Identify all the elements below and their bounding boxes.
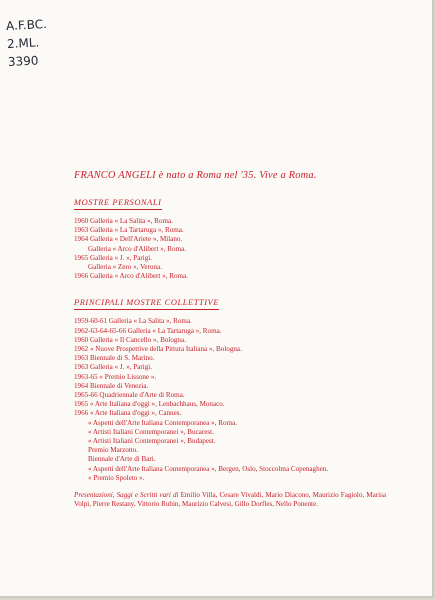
list-item: Premio Marzotto. [88, 446, 139, 455]
handwritten-line-3: 3390 [7, 53, 39, 70]
list-item: 1965 « Arte Italiana d'oggi », Lenbachhaus, Monaco. [74, 400, 225, 409]
list-item: 1960 Galleria « Il Cancello », Bologna. [74, 335, 186, 344]
list-item: 1962 « Nuove Prospettive della Pittura Italiana », Bologna. [74, 345, 242, 354]
list-item: Galleria « Arco d'Alibert », Roma. [88, 244, 187, 253]
biography-text [74, 170, 394, 510]
list-item: « Aspetti dell'Arte Italiana Contemporanea », Bergen, Oslo, Stoccolma Copenaghen. [88, 464, 329, 473]
list-item: 1966 Galleria « Arco d'Alibert », Roma. [74, 272, 188, 281]
list-item: 1966 « Arte Italiana d'oggi », Cannes. [74, 409, 182, 418]
bibliography-lead: Presentazioni, Saggi e Scritti vari di [74, 491, 179, 500]
list-item: 1964 Galleria « Dell'Ariete », Milano. [74, 235, 183, 244]
list-item: 1965-66 Quadriennale d'Arte di Roma. [74, 391, 185, 400]
list-item: 1963 Galleria « La Tartaruga », Roma. [74, 226, 184, 235]
personal-exhibitions-list [74, 217, 394, 281]
bibliography-names: Emilio Villa, Cesare Vivaldi, Mario Diacono, Maurizio Fagiolo, Marisa Volpi, Pierre Restany, Vittorio Rubin, Maurizio Calvesi, Gillo Dorfles, Nello Ponente. [74, 491, 386, 509]
list-item: 1964 Biennale di Venezia. [74, 381, 149, 390]
collective-exhibitions-list [74, 317, 394, 483]
list-item: « Premio Spoleto ». [88, 473, 145, 482]
list-item: 1965 Galleria « J. », Parigi. [74, 253, 153, 262]
handwritten-line-2: 2.ML. [6, 35, 40, 52]
handwritten-line-1: A.F.BC. [5, 16, 48, 34]
list-item: 1959-60-61 Galleria « La Salita », Roma. [74, 317, 192, 326]
artist-headline: FRANCO ANGELI è nato a Roma nel '35. Vive a Roma. [74, 170, 317, 181]
bibliography-note [74, 491, 386, 510]
list-item: « Artisti Italiani Contemporanei », Bucarest. [88, 427, 214, 436]
collective-exhibitions-title: PRINCIPALI MOSTRE COLLETTIVE [74, 298, 219, 310]
list-item: Galleria « Zero », Verona. [88, 263, 162, 272]
list-item: 1962-63-64-65-66 Galleria « La Tartaruga », Roma. [74, 326, 222, 335]
list-item: « Artisti Italiani Contemporanei », Budapest. [88, 437, 216, 446]
list-item: 1963-65 « Premio Lissone ». [74, 372, 157, 381]
list-item: 1960 Galleria « La Salita », Roma. [74, 217, 173, 225]
personal-exhibitions-title: MOSTRE PERSONALI [74, 198, 162, 210]
list-item: 1963 Biennale di S. Marino. [74, 354, 155, 363]
handwritten-archive-note [6, 15, 50, 71]
list-item: Biennale d'Arte di Bari. [88, 455, 156, 464]
list-item: « Aspetti dell'Arte Italiana Contemporanea », Roma. [88, 418, 238, 427]
list-item: 1963 Galleria « J. », Parigi. [74, 363, 153, 372]
